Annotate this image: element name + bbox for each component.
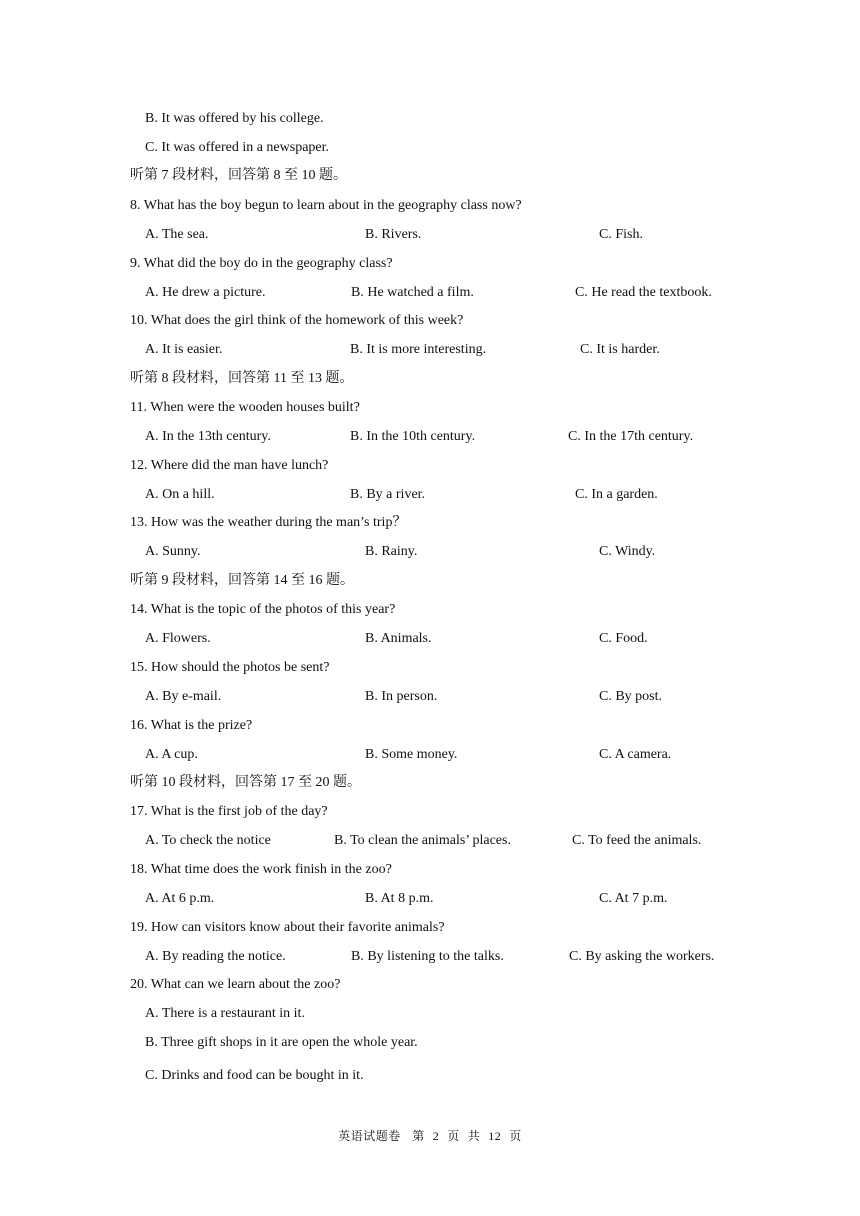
option-b: B. By listening to the talks. <box>351 949 504 964</box>
option-b: B. At 8 p.m. <box>365 891 434 906</box>
option-a: A. There is a restaurant in it. <box>145 1006 305 1021</box>
question-16: 16. What is the prize? <box>130 718 253 733</box>
page-footer <box>0 1128 860 1144</box>
section-instruction: 听第 7 段材料，回答第 8 至 10 题。 <box>130 168 347 183</box>
question-10: 10. What does the girl think of the homework of this week? <box>130 313 464 328</box>
option-c: C. Food. <box>599 631 648 646</box>
option-b: B. To clean the animals’ places. <box>334 833 511 848</box>
option-a: A. To check the notice <box>145 833 271 848</box>
option-a: A. It is easier. <box>145 342 223 357</box>
footer-total-number: 12 <box>488 1129 502 1143</box>
option-a: A. A cup. <box>145 747 198 762</box>
option-c: C. He read the textbook. <box>575 285 712 300</box>
option-b: B. Three gift shops in it are open the whole year. <box>145 1035 418 1050</box>
option-c: C. A camera. <box>599 747 672 762</box>
option-a: A. Sunny. <box>145 544 201 559</box>
question-15: 15. How should the photos be sent? <box>130 660 330 675</box>
question-20: 20. What can we learn about the zoo? <box>130 977 341 992</box>
option-a: A. In the 13th century. <box>145 429 271 444</box>
option-b: B. Some money. <box>365 747 458 762</box>
section-instruction: 听第 8 段材料，回答第 11 至 13 题。 <box>130 371 354 386</box>
footer-page-unit: 页 <box>447 1129 460 1143</box>
option-a: A. On a hill. <box>145 487 215 502</box>
option-b: B. He watched a film. <box>351 285 474 300</box>
option-b: B. Animals. <box>365 631 432 646</box>
question-13: 13. How was the weather during the man’s trip？ <box>130 515 407 530</box>
option-a: A. He drew a picture. <box>145 285 266 300</box>
question-9: 9. What did the boy do in the geography class? <box>130 256 393 271</box>
question-14: 14. What is the topic of the photos of this year? <box>130 602 396 617</box>
option-c: C. Drinks and food can be bought in it. <box>145 1068 364 1083</box>
option-a: A. The sea. <box>145 227 209 242</box>
footer-subject: 英语试题卷 <box>338 1129 401 1143</box>
option-c: C. Fish. <box>599 227 643 242</box>
option-c: C. At 7 p.m. <box>599 891 668 906</box>
option-c: C. It is harder. <box>580 342 660 357</box>
option-b: B. It is more interesting. <box>350 342 487 357</box>
question-8: 8. What has the boy begun to learn about in the geography class now? <box>130 198 522 213</box>
option-c: C. By post. <box>599 689 663 704</box>
question-12: 12. Where did the man have lunch? <box>130 458 329 473</box>
footer-total-prefix: 共 <box>467 1129 481 1143</box>
option-c: C. Windy. <box>599 544 656 559</box>
option-b: B. In the 10th century. <box>350 429 476 444</box>
option-c: C. In a garden. <box>575 487 658 502</box>
option-a: A. By reading the notice. <box>145 949 286 964</box>
question-19: 19. How can visitors know about their favorite animals? <box>130 920 445 935</box>
option-a: A. At 6 p.m. <box>145 891 215 906</box>
option-b: B. By a river. <box>350 487 426 502</box>
option-a: A. By e-mail. <box>145 689 222 704</box>
footer-total-unit: 页 <box>509 1129 522 1143</box>
option-a: A. Flowers. <box>145 631 211 646</box>
option-b: B. Rivers. <box>365 227 422 242</box>
option-b: B. In person. <box>365 689 438 704</box>
option-line: B. It was offered by his college. <box>145 111 324 126</box>
option-line: C. It was offered in a newspaper. <box>145 140 330 155</box>
section-instruction: 听第 10 段材料，回答第 17 至 20 题。 <box>130 775 361 790</box>
option-c: C. By asking the workers. <box>569 949 715 964</box>
option-c: C. In the 17th century. <box>568 429 694 444</box>
footer-page-prefix: 第 <box>412 1129 425 1143</box>
question-11: 11. When were the wooden houses built? <box>130 400 360 415</box>
section-instruction: 听第 9 段材料，回答第 14 至 16 题。 <box>130 573 354 588</box>
footer-page-number: 2 <box>432 1129 440 1143</box>
option-c: C. To feed the animals. <box>572 833 702 848</box>
question-18: 18. What time does the work finish in the zoo? <box>130 862 392 877</box>
option-b: B. Rainy. <box>365 544 418 559</box>
question-17: 17. What is the first job of the day? <box>130 804 328 819</box>
